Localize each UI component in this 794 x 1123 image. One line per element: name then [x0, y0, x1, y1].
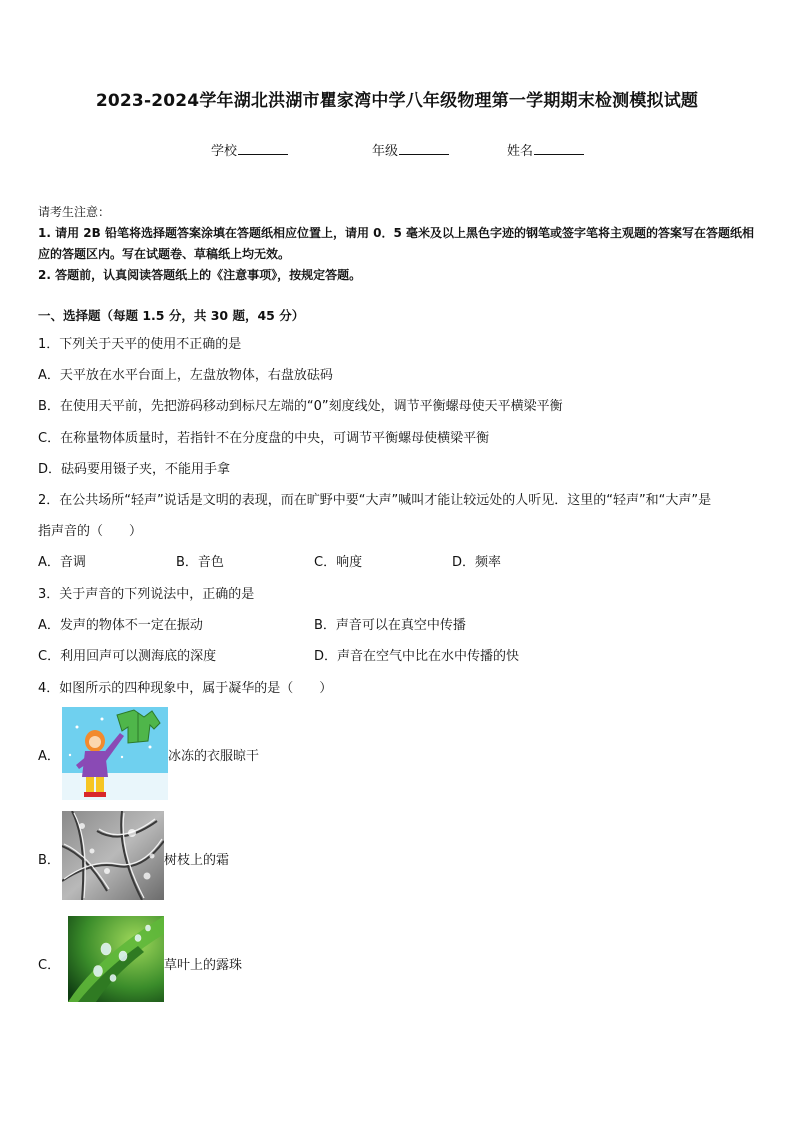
question-4-option-c-caption: 草叶上的露珠 — [164, 958, 243, 973]
name-field[interactable] — [507, 140, 584, 159]
question-2-stem-line-2: 指声音的（ ） — [38, 524, 143, 539]
school-label: 学校 — [211, 144, 238, 159]
question-4-option-b-caption: 树枝上的霜 — [164, 853, 230, 868]
question-3-option-b[interactable]: B．声音可以在真空中传播 — [314, 618, 466, 633]
question-4-option-b-label[interactable]: B． — [38, 853, 60, 868]
question-4-option-c-label[interactable]: C． — [38, 958, 61, 973]
grade-blank[interactable] — [399, 142, 449, 155]
frost-on-branches-image[interactable] — [62, 811, 164, 900]
question-3-stem: 3．关于声音的下列说法中，正确的是 — [38, 587, 255, 602]
question-4-stem: 4．如图所示的四种现象中，属于凝华的是（ ） — [38, 681, 333, 696]
question-3-option-d[interactable]: D．声音在空气中比在水中传播的快 — [314, 649, 520, 664]
page-title: 2023-2024学年湖北洪湖市瞿家湾中学八年级物理第一学期期末检测模拟试题 — [95, 91, 699, 111]
question-2-option-b[interactable]: B．音色 — [176, 555, 224, 570]
notice-item-1: 1. 请用 2B 铅笔将选择题答案涂填在答题纸相应位置上，请用 0．5 毫米及以上黑色字迹的钢笔或签字笔将主观题的答案写在答题纸相应的答题区内。写在试题卷、草稿纸上均无效。 — [38, 226, 754, 261]
name-blank[interactable] — [534, 142, 584, 155]
question-3-option-a[interactable]: A．发声的物体不一定在振动 — [38, 618, 203, 633]
question-1-option-a[interactable]: A．天平放在水平台面上，左盘放物体，右盘放砝码 — [38, 368, 333, 383]
name-label: 姓名 — [507, 144, 534, 159]
question-2-option-c[interactable]: C．响度 — [314, 555, 363, 570]
school-field[interactable] — [211, 140, 288, 159]
question-2-option-d[interactable]: D．频率 — [452, 555, 502, 570]
notice-item-2: 2. 答题前，认真阅读答题纸上的《注意事项》，按规定答题。 — [38, 268, 362, 282]
dew-on-grass-image[interactable] — [68, 916, 164, 1002]
student-info-row — [0, 140, 794, 160]
question-4-option-a-label[interactable]: A． — [38, 749, 60, 764]
question-1-option-c[interactable]: C．在称量物体质量时，若指针不在分度盘的中央，可调节平衡螺母使横梁平衡 — [38, 431, 490, 446]
question-2-option-a[interactable]: A．音调 — [38, 555, 86, 570]
frost-branches-illustration — [62, 811, 164, 900]
question-4-option-a-caption: 冰冻的衣服晾干 — [168, 749, 260, 764]
school-blank[interactable] — [238, 142, 288, 155]
notice-heading: 请考生注意： — [38, 205, 111, 219]
question-1-option-b[interactable]: B．在使用天平前，先把游码移动到标尺左端的“0”刻度线处，调节平衡螺母使天平横梁平衡 — [38, 399, 563, 414]
grade-field[interactable] — [372, 140, 449, 159]
question-1-option-d[interactable]: D．砝码要用镊子夹，不能用手拿 — [38, 462, 231, 477]
question-1-stem: 1．下列关于天平的使用不正确的是 — [38, 337, 242, 352]
dew-grass-illustration — [68, 916, 164, 1002]
grade-label: 年级 — [372, 144, 399, 159]
exam-notice — [38, 202, 760, 286]
section-heading-choice: 一、选择题（每题 1.5 分，共 30 题，45 分） — [38, 308, 305, 323]
frozen-clothes-drying-image[interactable] — [62, 707, 168, 800]
question-2-stem-line-1: 2．在公共场所“轻声”说话是文明的表现，而在旷野中要“大声”喊叫才能让较远处的人听见．这里的“轻声”和“大声”是 — [38, 493, 712, 508]
frozen-clothes-illustration — [62, 707, 168, 800]
question-3-option-c[interactable]: C．利用回声可以测海底的深度 — [38, 649, 217, 664]
